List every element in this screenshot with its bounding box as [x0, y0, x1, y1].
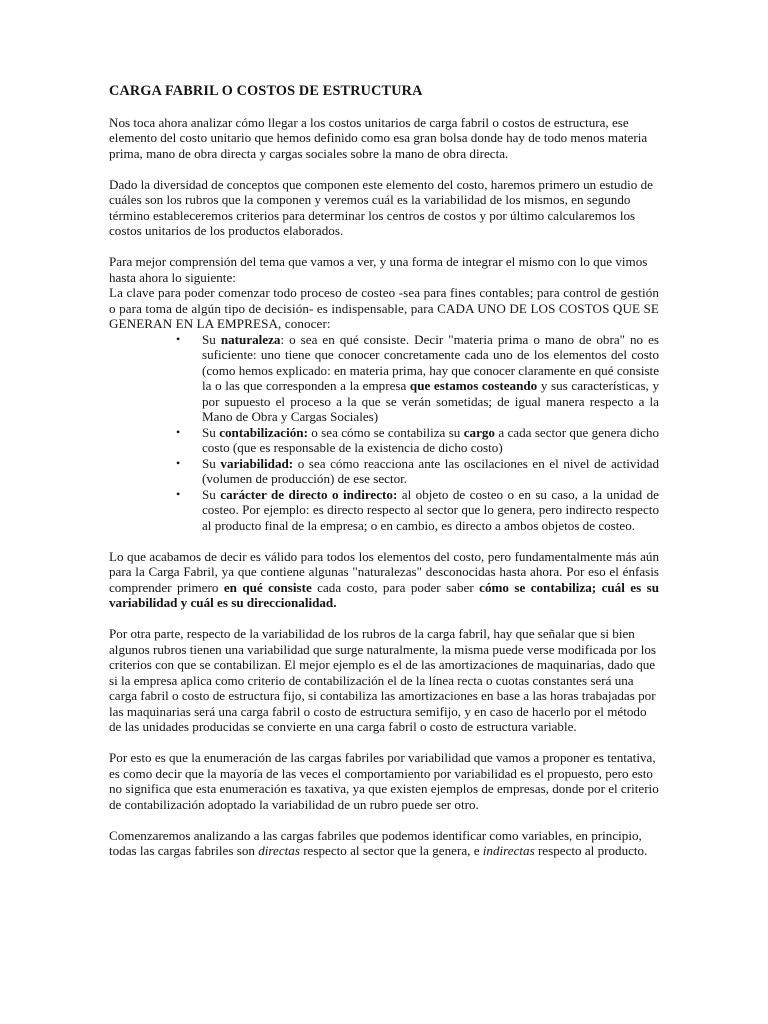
- bullet-icon: •: [176, 424, 181, 439]
- emphasis-en-que-consiste: en qué consiste: [223, 579, 312, 595]
- paragraph-diversity: Dado la diversidad de conceptos que componen este elemento del costo, haremos primero un estudio de cuáles son los rubros que la componen y veremos cuál es la variabilidad de los mismos, en segundo término estableceremos criterios para determinar los centros de costos y por último calcularemos los costos unitarios de los productos elaborados.: [109, 176, 653, 238]
- paragraph-enumeration: Por esto es que la enumeración de las cargas fabriles por variabilidad que vamos a proponer es tentativa, es como decir que la mayoría de las veces el comportamiento por variabilidad es el propuesto, pero esto no significa que esta enumeración es taxativa, ya que existen ejemplos de empresas, donde por el criterio de contabilización adoptado la variabilidad de un rubro puede ser otro.: [109, 750, 659, 812]
- list-item-variabilidad: • Su variabilidad: o sea cómo reacciona ante las oscilaciones en el nivel de actividad (volumen de producción) de ese sector.: [176, 455, 659, 486]
- bullet-icon: •: [176, 455, 181, 470]
- list-item-naturaleza: • Su naturaleza: o sea en qué consiste. Decir "materia prima o mano de obra" no es suficiente: uno tiene que conocer concretamente cada uno de los elementos del costo (como hemos explicado: en materia prima, hay que conocer claramente en qué consiste la o las que corresponden a la empresa que estamos costeando y sus características, y por supuesto el proceso a la que se verán sometidas; de igual manera respecto a la Mano de Obra y Cargas Sociales): [176, 331, 660, 424]
- list-item-caracter: • Su carácter de directo o indirecto: al objeto de costeo o en su caso, a la unidad de costeo. Por ejemplo: es directo respecto al sector que lo genera, pero indirecto respecto al producto final de la empresa; o en cambio, es directo a ambos objetos de costeo.: [176, 486, 659, 533]
- list-item-contabilizacion: • Su contabilización: o sea cómo se contabiliza su cargo a cada sector que genera dicho costo (que es responsable de la existencia de dicho costo): [176, 424, 660, 455]
- document-title: CARGA FABRIL O COSTOS DE ESTRUCTURA: [109, 83, 423, 99]
- emphasis-contabiliza: cómo se contabiliza; cuál es su variabilidad y cuál es su direccionalidad.: [109, 579, 659, 610]
- bullet-icon: •: [176, 486, 181, 501]
- paragraph-intro: Nos toca ahora analizar cómo llegar a los costos unitarios de carga fabril o costos de estructura, ese elemento del costo unitario que hemos definido como esa gran bolsa donde hay de todo menos materia prima, mano de obra directa y cargas sociales sobre la mano de obra directa.: [109, 114, 648, 161]
- emphasis-costeando: que estamos costeando: [409, 378, 538, 393]
- paragraph-key: La clave para poder comenzar todo proceso de costeo -sea para fines contables; para control de gestión o para toma de algún tipo de decisión- es indispensable, para CADA UNO DE LOS COSTOS QUE SE GENERAN EN LA EMPRESA, conocer:: [109, 285, 659, 331]
- bullet-icon: •: [176, 331, 181, 346]
- paragraph-emphasis: Lo que acabamos de decir es válido para todos los elementos del costo, pero fundamentalmente más aún para la Carga Fabril, ya que contiene algunas "naturalezas" desconocidas hasta ahora. Por eso el énfasis comprender primero en qué consiste cada costo, para poder saber cómo se contabiliza; cuál es su variabilidad y cuál es su direccionalidad.: [109, 548, 659, 610]
- term-contabilizacion: contabilización:: [219, 424, 308, 440]
- emphasis-cargo: cargo: [463, 424, 495, 440]
- term-variabilidad: variabilidad:: [220, 455, 294, 471]
- paragraph-start: Comenzaremos analizando a las cargas fabriles que podemos identificar como variables, en principio, todas las cargas fabriles son directas respecto al sector que la genera, e indirectas respecto al producto.: [109, 827, 648, 858]
- term-caracter: carácter de directo o indirecto:: [220, 486, 398, 502]
- document-page: [109, 84, 659, 874]
- term-naturaleza: naturaleza: [220, 331, 281, 347]
- paragraph-variability: Por otra parte, respecto de la variabilidad de los rubros de la carga fabril, hay que señalar que si bien algunos rubros tienen una variabilidad que surge naturalmente, la misma puede verse modificada por los criterios con que se contabilizan. El mejor ejemplo es el de las amortizaciones de maquinarias, dado que si la empresa aplica como criterio de contabilización el de la línea recta o cuotas constantes será una carga fabril o costo de estructura fijo, si contabiliza las amortizaciones en base a las horas trabajadas por las maquinarias será una carga fabril o costo de estructura semifijo, y en caso de hacerlo por el método de las unidades producidas se convierte en una carga fabril o costo de estructura variable.: [109, 626, 656, 734]
- paragraph-comprehension: Para mejor comprensión del tema que vamos a ver, y una forma de integrar el mismo con lo que vimos hasta ahora lo siguiente:: [109, 254, 648, 285]
- term-directas: directas: [258, 843, 300, 858]
- concept-list: [109, 332, 659, 534]
- term-indirectas: indirectas: [482, 843, 535, 858]
